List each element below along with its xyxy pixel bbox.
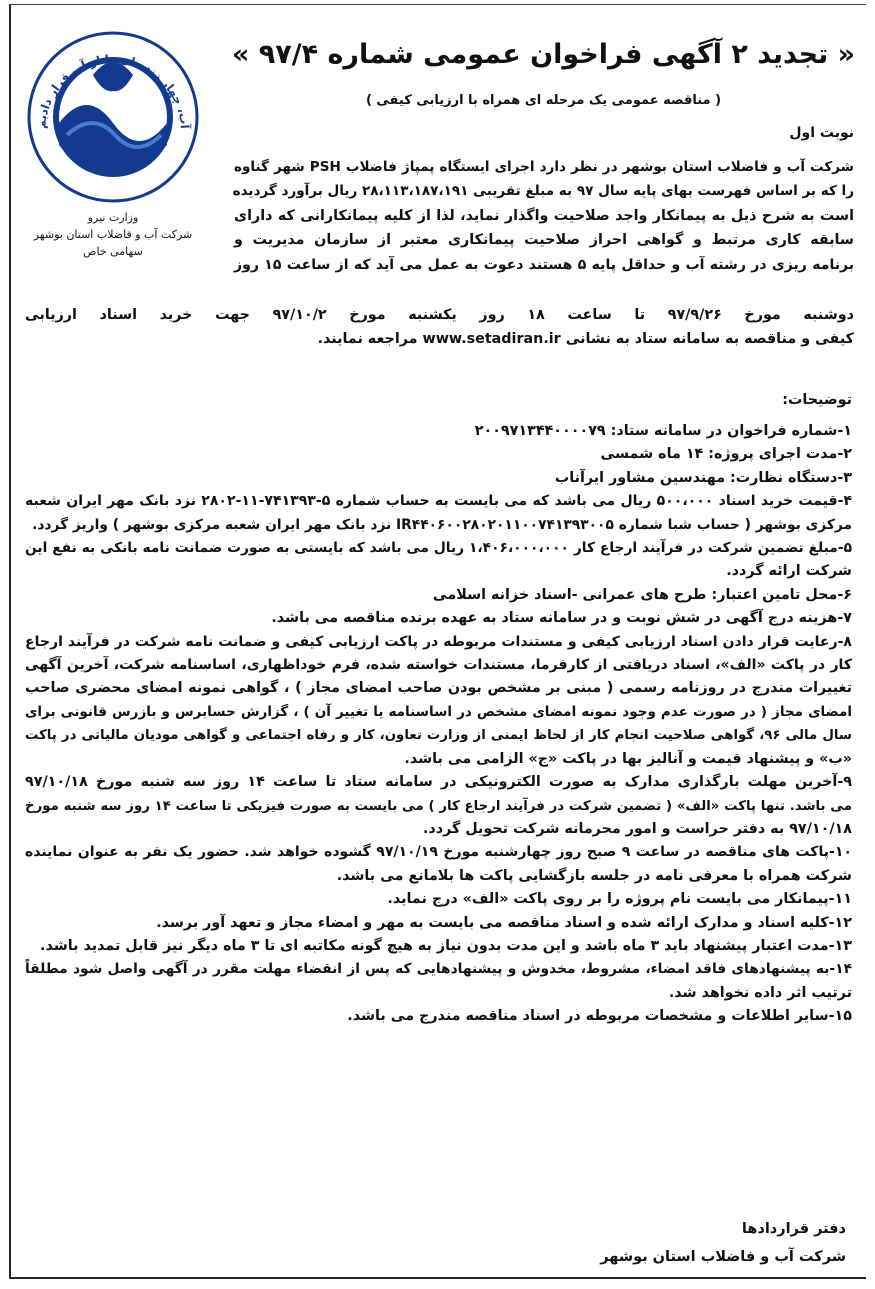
note-line: ۱-شماره فراخوان در سامانه ستاد: ۲۰۰۹۷۱۳۴۴۰۰۰۰۷۹ [474, 423, 852, 439]
note-line: ۸-رعایت قرار دادن اسناد ارزیابی کیفی و مستندات مربوطه در پاکت ارزیابی کیفی و ضمانت نامه شرکت در فرآیند ارجاع [25, 633, 852, 650]
notes-heading: توضیحات: [782, 392, 852, 408]
note-line: سال مالی ۹۶، گواهی صلاحیت انجام کار از لحاظ ایمنی از وزارت تعاون، کار و رفاه اجتماعی و گواهی مودیان مالیاتی در پاکت [25, 728, 852, 744]
note-line: ۳-دستگاه نظارت: مهندسین مشاور ایرآناب [554, 469, 852, 486]
intro-line: برنامه ریزی در رشته آب و حداقل پایه ۵ هستند دعوت به عمل می آید که از ساعت ۱۵ روز [234, 256, 855, 273]
company-type-label: سهامی خاص [83, 245, 143, 258]
intro-line: را که بر اساس فهرست بهای پایه سال ۹۷ به مبلغ تقریبی ۲۸،۱۱۳،۱۸۷،۱۹۱ ریال برآورد گردیده [232, 183, 854, 200]
note-line: شرکت همراه با معرفی نامه در جلسه بازگشایی پاکت ها بلامانع می باشد. [336, 867, 852, 884]
intro-paragraph-full-width [25, 303, 854, 352]
notice-title: « تجدید ۲ آگهی فراخوان عمومی شماره ۹۷/۴ » [231, 39, 856, 70]
note-line: ترتیب اثر داده نخواهد شد. [668, 984, 852, 1001]
note-line: ۴-قیمت خرید اسناد ۵۰۰،۰۰۰ ریال می باشد که می بایست به حساب شماره ۵-۷۴۱۳۹۳-۱۱-۲۸۰۲ نزد بانک مهر ایران شعبه [25, 493, 853, 510]
note-line: ۵-مبلغ تضمین شرکت در فرآیند ارجاع کار ۱،۴۰۶،۰۰۰،۰۰۰ ریال می باشد که بایستی به صورت ضمانت نامه بانکی به نفع این [25, 540, 852, 557]
notice-subtitle: ( مناقصه عمومی یک مرحله ای همراه با ارزیابی کیفی ) [365, 93, 722, 108]
note-line: ۹۷/۱۰/۱۸ به دفتر حراست و امور محرمانه شرکت تحویل گردد. [423, 820, 852, 837]
note-line: می باشد. تنها پاکت «الف» ( تضمین شرکت در فرآیند ارجاع کار ) می بایست به صورت فیزیکی تا ساعت ۱۴ روز سه شنبه مورخ [25, 798, 852, 814]
note-line: ۱۲-کلیه اسناد و مدارک ارائه شده و اسناد مناقصه می بایست به مهر و امضاء مجاز و تعهد آور برسد. [156, 914, 852, 931]
note-line: مرکزی بوشهر ( حساب شبا شماره IR۴۴۰۶۰۰۲۸۰۲۰۱۱۰۰۷۴۱۳۹۳۰۰۵ نزد بانک مهر ایران شعبه مرکزی بوشهر ) واریز گردد. [32, 516, 852, 533]
note-line: شرکت ارائه گردد. [726, 563, 852, 580]
note-line: ۱۵-سایر اطلاعات و مشخصات مربوطه در اسناد مناقصه مندرج می باشد. [347, 1008, 852, 1025]
note-line: امضای مجاز ( در صورت عدم وجود نمونه امضای مشخص در اساسنامه یا تغییر آن ) ، گزارش حسابرس و بازرس قانونی برای [25, 703, 852, 720]
note-line: ۱۴-به پیشنهادهای فاقد امضاء، مشروط، مخدوش و پیشنهادهایی که پس از انقضاء مهلت مقرر در آگهی واصل شود مطلقاً [25, 961, 852, 978]
note-line: ۶-محل تامین اعتبار: طرح های عمرانی -اسناد خزانه اسلامی [432, 586, 852, 603]
note-line: «ب» و پیشنهاد قیمت و آنالیز بها در پاکت «ج» الزامی می باشد. [404, 750, 852, 767]
note-line: کار در پاکت «الف»، اسناد دریافتی از کارفرما، مستندات خواسته شده، فرم خوداظهاری، اساسنامه شرکت، آخرین آگهی [25, 657, 852, 674]
note-line: ۲-مدت اجرای پروژه: ۱۴ ماه شمسی [600, 446, 852, 463]
note-line: ۱۱-پیمانکار می بایست نام پروژه را بر روی پاکت «الف» درج نماید. [387, 891, 852, 908]
logo-block [19, 27, 207, 260]
intro-line: شرکت آب و فاضلاب استان بوشهر در نظر دارد اجرای ایستگاه پمپاژ فاضلاب PSH شهر گناوه [234, 159, 854, 175]
note-line: ۷-هزینه درج آگهی در شش نوبت و در سامانه ستاد به عهده برنده مناقصه می باشد. [271, 610, 852, 627]
signature-block [600, 1215, 846, 1271]
intro-line: است به شرح ذیل به پیمانکار واجد صلاحیت واگذار نماید، لذا از کلیه پیمانکارانی که دارای [234, 207, 854, 224]
notes-list [25, 420, 852, 1029]
note-line: ۱۳-مدت اعتبار پیشنهاد باید ۳ ماه باشد و این مدت بدون نیاز به هیچ گونه مکاتبه ای تا ۳ ماه دیگر نیز قابل تمدید باشد. [40, 937, 852, 954]
intro-line: سابقه کاری مرتبط و گواهی احراز صلاحیت پیمانکاری معتبر از سازمان مدیریت و [234, 232, 854, 249]
issuing-company: شرکت آب و فاضلاب استان بوشهر [600, 1249, 846, 1265]
logo-ring-text: آب، چهار زنده ای را از آب قرار دادیم [33, 51, 192, 130]
note-line: تغییرات مندرج در روزنامه رسمی ( مبنی بر مشخص بودن صاحب امضای مجاز ) ، گواهی نمونه امضای محضری صاحب [25, 680, 852, 697]
contracts-office: دفتر قراردادها [741, 1221, 846, 1237]
note-line: ۱۰-پاکت های مناقصه در ساعت ۹ صبح روز چهارشنبه مورخ ۹۷/۱۰/۱۹ گشوده خواهد شد. حضور یک نفر به عنوان نماینده [25, 844, 852, 861]
water-company-logo [23, 27, 203, 207]
note-line: ۹-آخرین مهلت بارگذاری مدارک به صورت الکترونیکی در سامانه ستاد تا ساعت ۱۴ روز سه شنبه مورخ ۹۷/۱۰/۱۸ [25, 774, 852, 791]
intro-line: دوشنبه مورخ ۹۷/۹/۲۶ تا ساعت ۱۸ روز یکشنبه مورخ ۹۷/۱۰/۲ جهت خرید اسناد ارزیابی [25, 307, 855, 323]
company-label: شرکت آب و فاضلاب استان بوشهر [33, 228, 193, 241]
intro-paragraph [234, 155, 854, 277]
tender-notice [9, 4, 866, 1279]
intro-line: کیفی و مناقصه به سامانه ستاد به نشانی www.setadiran.ir مراجعه نمایند. [317, 331, 854, 348]
publication-round: نوبت اول [789, 125, 854, 141]
logo-caption [19, 209, 207, 260]
ministry-label: وزارت نیرو [87, 211, 139, 224]
